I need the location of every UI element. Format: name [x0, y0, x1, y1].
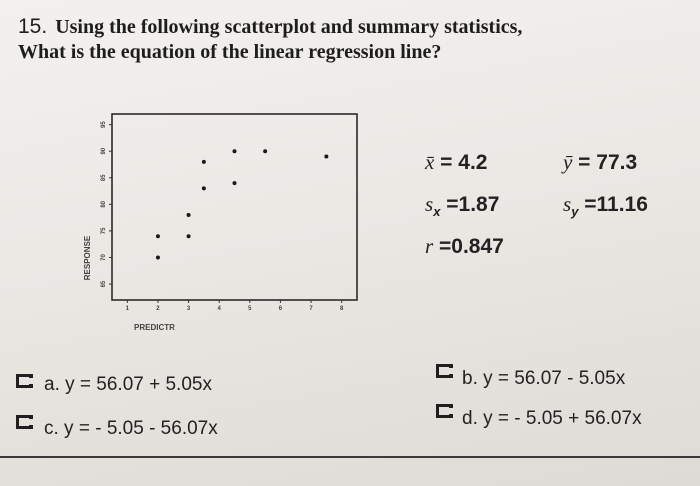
scatterplot — [82, 108, 372, 348]
ybar-value: = 77.3 — [572, 151, 638, 174]
checkbox-c-icon[interactable] — [16, 415, 30, 429]
option-d[interactable]: d. y = - 5.05 + 56.07x — [462, 408, 642, 429]
checkbox-d-icon[interactable] — [436, 404, 450, 418]
y-tick-label: 65 — [101, 280, 107, 288]
xbar-symbol: x̄ — [425, 150, 435, 174]
scatter-point — [187, 213, 191, 217]
scatter-point — [233, 149, 237, 153]
x-tick-label: 3 — [186, 306, 191, 312]
ybar-symbol: ȳ — [563, 150, 573, 174]
plot-frame — [112, 114, 357, 300]
sx-value: =1.87 — [440, 193, 500, 216]
x-tick-label: 6 — [278, 306, 283, 312]
option-b[interactable]: b. y = 56.07 - 5.05x — [462, 368, 626, 389]
sx-subscript: x — [433, 204, 441, 220]
option-c[interactable]: c. y = - 5.05 - 56.07x — [44, 418, 218, 439]
r-symbol: r — [425, 234, 434, 258]
question-line-1: Using the following scatterplot and summary statistics, — [55, 16, 523, 38]
scatter-point — [156, 234, 160, 238]
x-tick-label: 1 — [125, 306, 129, 312]
y-tick-label: 80 — [101, 200, 107, 208]
x-tick-label: 2 — [156, 306, 160, 312]
x-tick-label: 7 — [309, 306, 313, 312]
stat-xbar — [425, 150, 487, 175]
r-value: =0.847 — [433, 235, 504, 258]
y-tick-label: 75 — [101, 227, 107, 235]
scatter-point — [202, 160, 206, 164]
y-tick-label: 90 — [101, 147, 107, 155]
scatter-point — [324, 155, 328, 159]
stat-r — [425, 234, 504, 259]
stat-ybar — [563, 150, 637, 175]
stat-sx — [425, 192, 499, 219]
stat-sy — [563, 192, 648, 219]
scatter-point — [156, 255, 160, 259]
bottom-divider — [0, 456, 700, 458]
option-a[interactable]: a. y = 56.07 + 5.05x — [44, 374, 212, 395]
y-tick-label: 70 — [101, 254, 107, 261]
sy-symbol: s — [563, 192, 572, 216]
y-tick-label: 95 — [101, 121, 107, 128]
xbar-value: = 4.2 — [434, 151, 488, 174]
x-tick-label: 8 — [340, 306, 344, 312]
sy-subscript: y — [571, 204, 579, 220]
checkbox-b-icon[interactable] — [436, 364, 450, 378]
question-number: 15. — [18, 15, 48, 38]
x-tick-label: 4 — [217, 306, 221, 312]
sx-symbol: s — [425, 192, 434, 216]
scatter-point — [263, 149, 267, 153]
scatter-point — [187, 234, 191, 238]
scatter-point — [202, 186, 206, 190]
y-tick-label: 85 — [101, 174, 107, 182]
sy-value: =11.16 — [578, 193, 648, 216]
question-text — [18, 14, 678, 65]
x-tick-label: 5 — [248, 306, 252, 312]
checkbox-a-icon[interactable] — [16, 374, 30, 388]
scatter-point — [233, 181, 237, 185]
y-axis-label: RESPONSE — [83, 235, 92, 281]
question-line-2: What is the equation of the linear regression line? — [18, 41, 442, 63]
x-axis-label: PREDICTR — [134, 323, 175, 332]
